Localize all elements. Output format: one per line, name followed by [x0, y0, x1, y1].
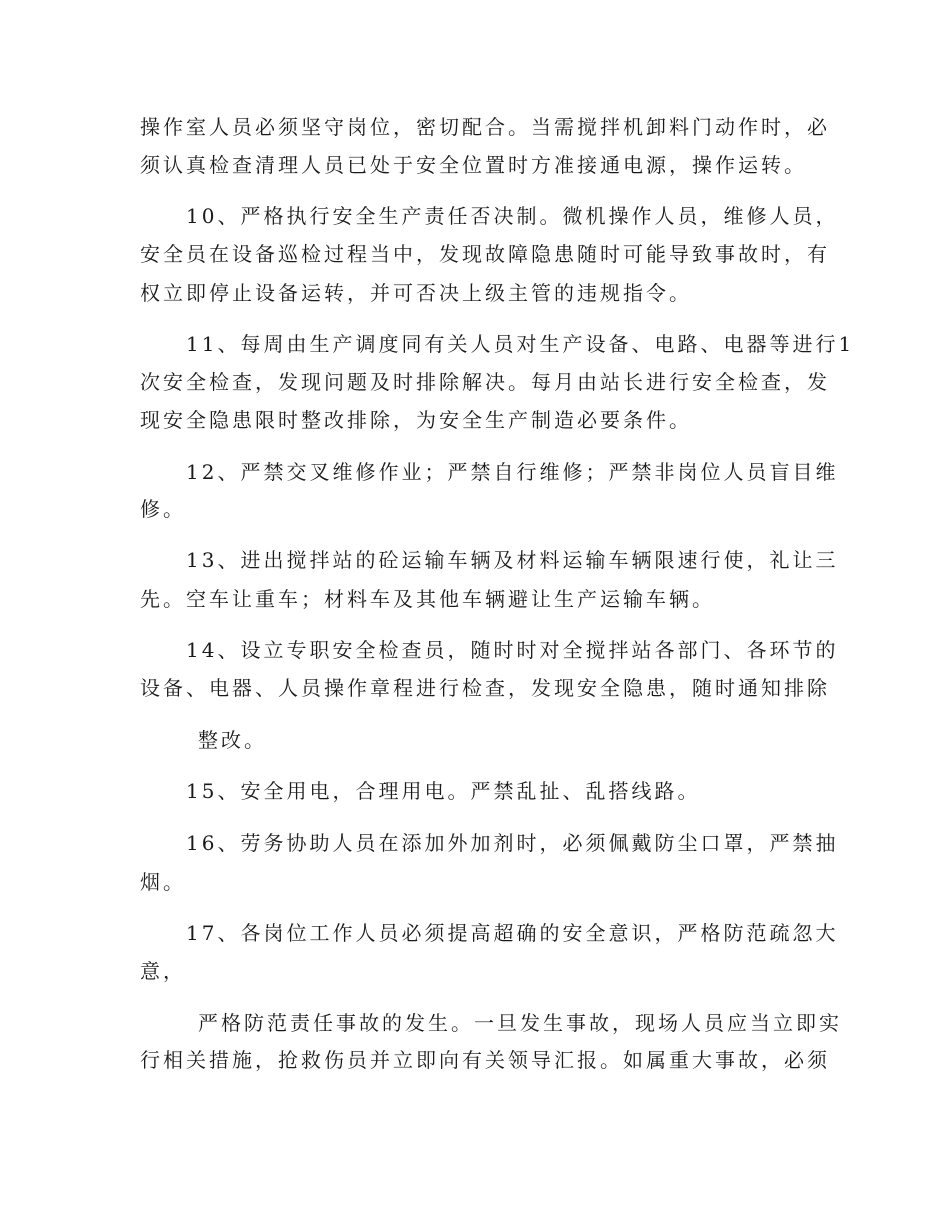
text-line: 行相关措施，抢救伤员并立即向有关领导汇报。如属重大事故，必须 [140, 1048, 830, 1072]
text-line: 16、劳务协助人员在添加外加剂时，必须佩戴防尘口罩，严禁抽 [186, 831, 839, 855]
text-line: 17、各岗位工作人员必须提高超确的安全意识，严格防范疏忽大 [186, 921, 839, 945]
text-line: 整改。 [198, 728, 267, 752]
text-line: 12、严禁交叉维修作业；严禁自行维修；严禁非岗位人员盲目维 [186, 460, 839, 484]
text-line: 意， [140, 959, 186, 983]
text-line: 严格防范责任事故的发生。一旦发生事故，现场人员应当立即实 [198, 1011, 842, 1035]
text-line: 修。 [140, 497, 186, 521]
text-line: 须认真检查清理人员已处于安全位置时方准接通电源，操作运转。 [140, 153, 807, 177]
text-line: 11、每周由生产调度同有关人员对生产设备、电路、电器等进行1 [186, 332, 855, 356]
text-line: 安全员在设备巡检过程当中，发现故障隐患随时可能导致事故时，有 [140, 242, 830, 266]
text-line: 先。空车让重车；材料车及其他车辆避让生产运输车辆。 [140, 587, 715, 611]
text-line: 次安全检查，发现问题及时排除解决。每月由站长进行安全检查，发 [140, 370, 830, 394]
text-line: 13、进出搅拌站的砼运输车辆及材料运输车辆限速行使，礼让三 [186, 548, 839, 572]
text-line: 操作室人员必须坚守岗位，密切配合。当需搅拌机卸料门动作时，必 [140, 115, 830, 139]
text-line: 设备、电器、人员操作章程进行检查，发现安全隐患，随时通知排除 [140, 676, 830, 700]
text-line: 烟。 [140, 870, 186, 894]
text-line: 现安全隐患限时整改排除，为安全生产制造必要条件。 [140, 408, 692, 432]
text-line: 14、设立专职安全检查员，随时时对全搅拌站各部门、各环节的 [186, 638, 839, 662]
text-line: 权立即停止设备运转，并可否决上级主管的违规指令。 [140, 281, 692, 305]
text-line: 10、严格执行安全生产责任否决制。微机操作人员，维修人员， [186, 204, 839, 228]
text-line: 15、安全用电，合理用电。严禁乱扯、乱搭线路。 [186, 779, 701, 803]
